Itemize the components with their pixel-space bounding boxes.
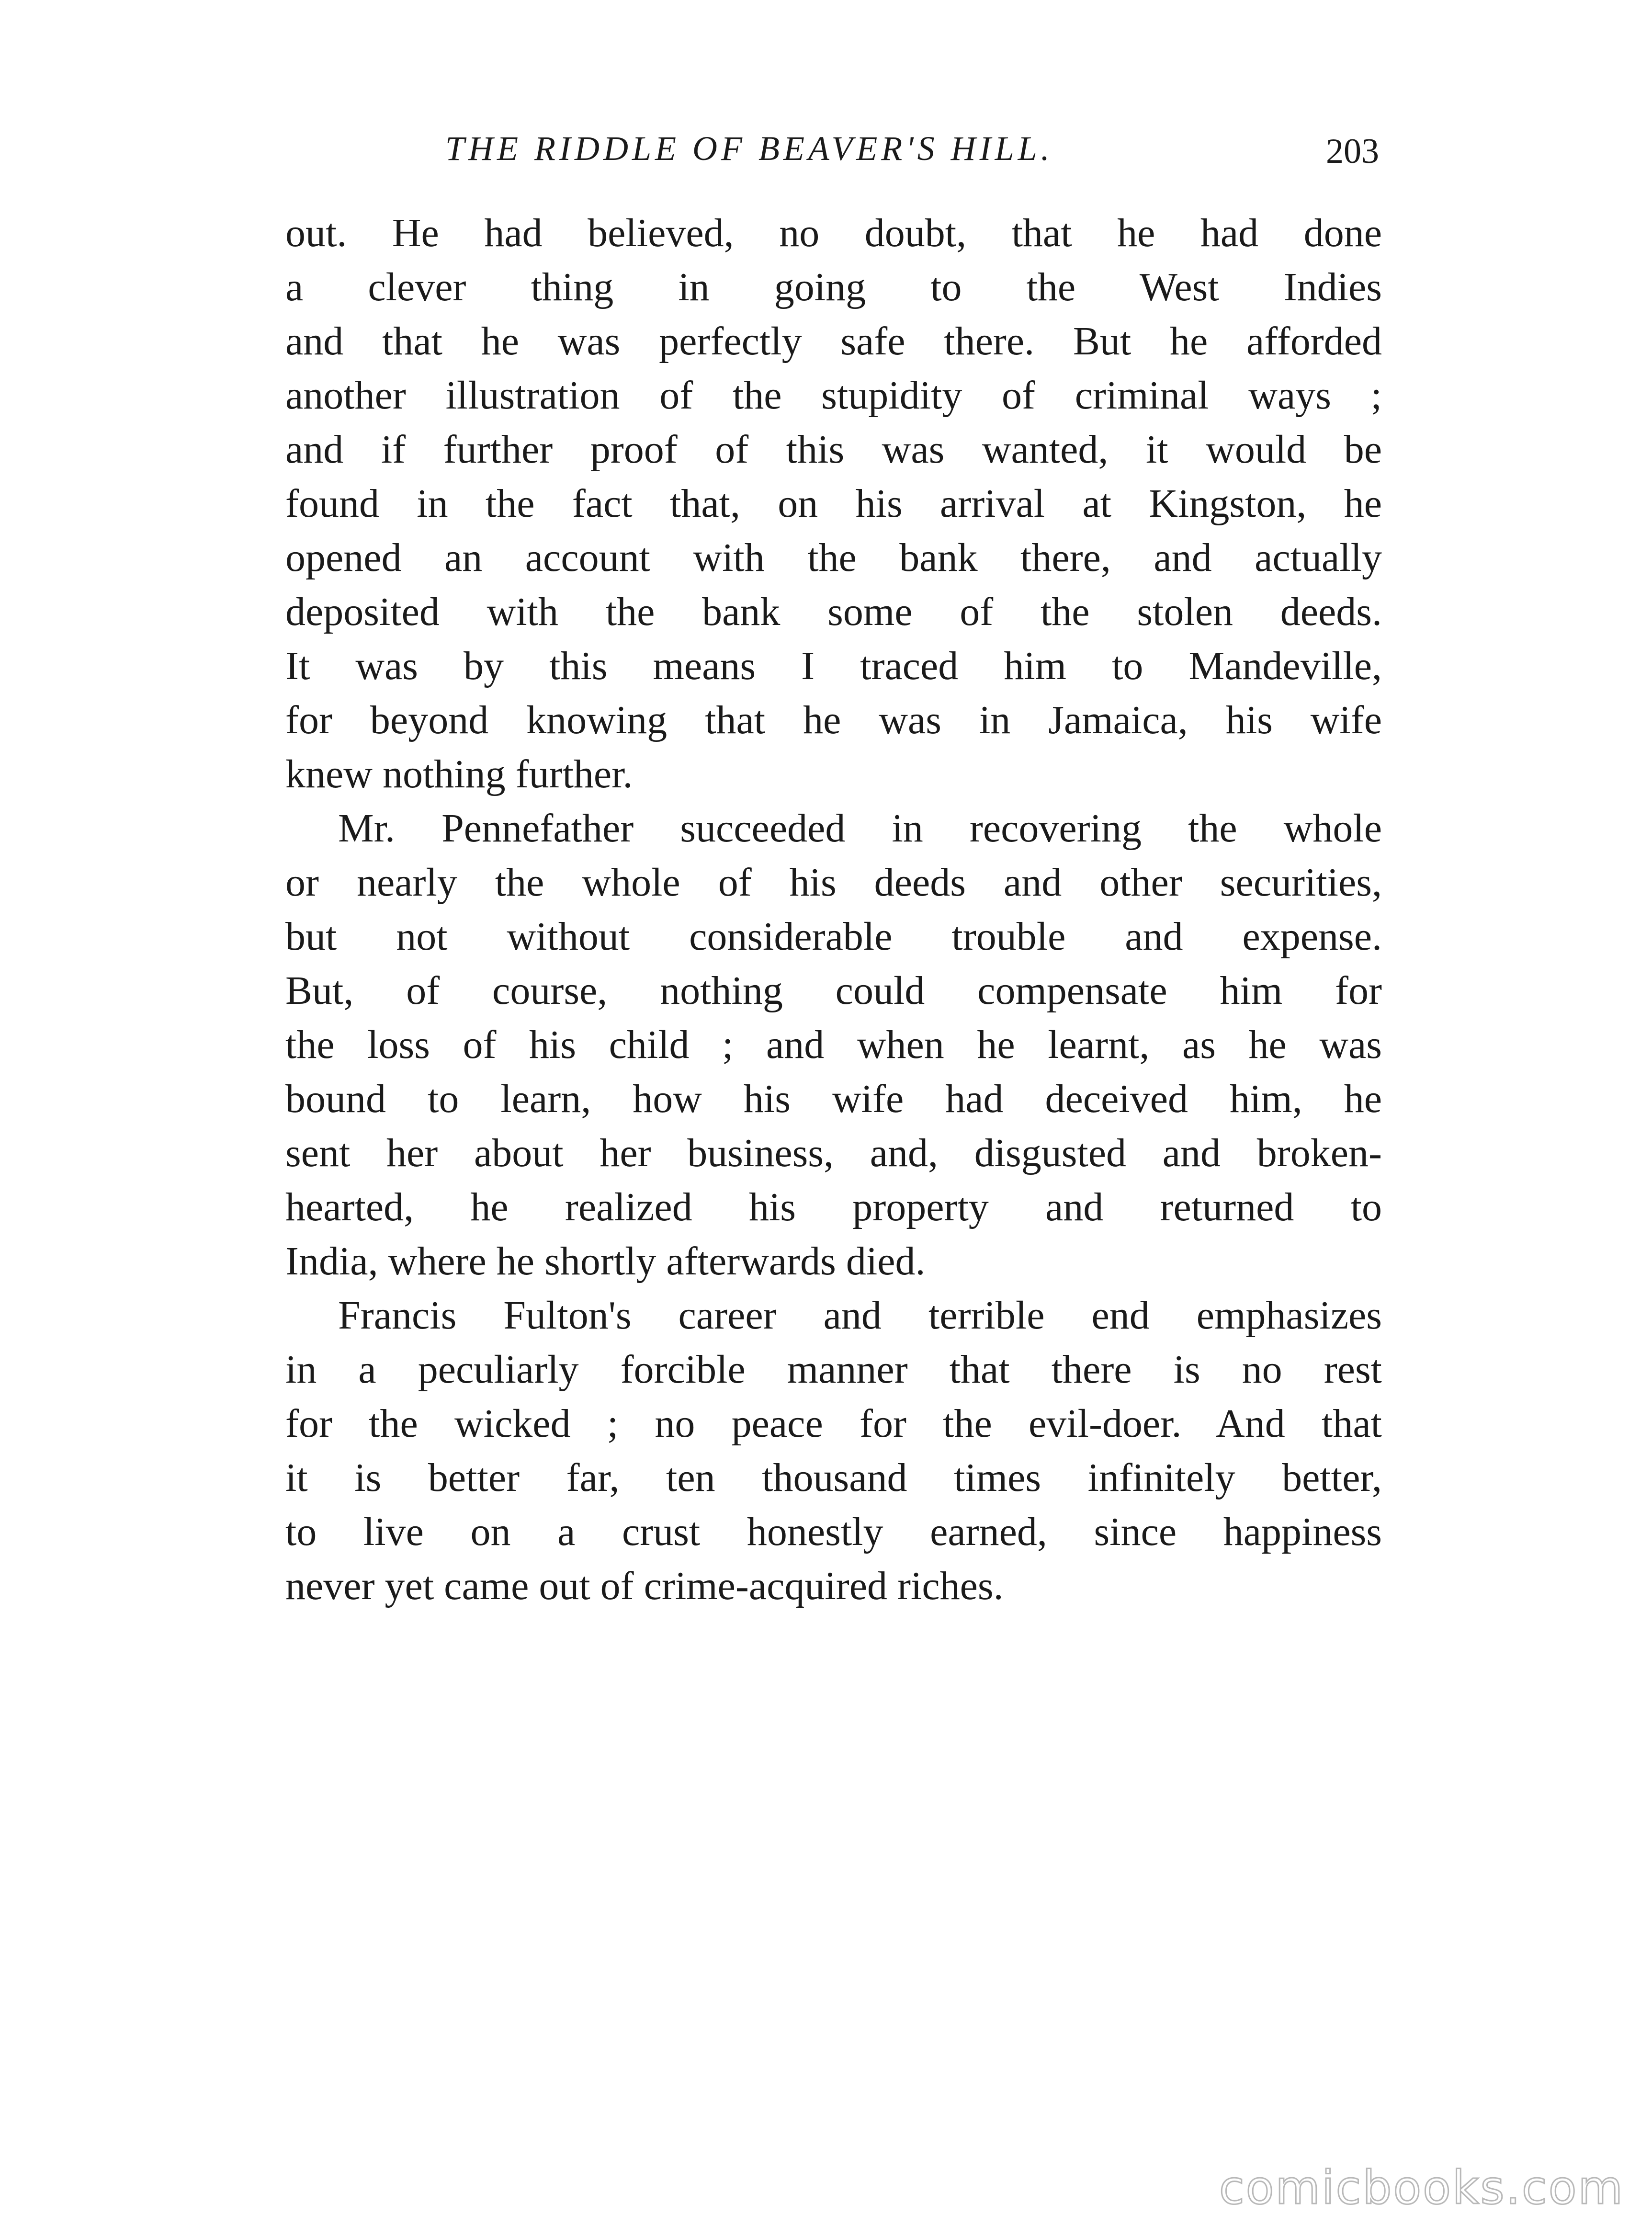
text-line: opened an account with the bank there, and actually <box>285 535 1382 580</box>
text-line: to live on a crust honestly earned, since happiness <box>285 1510 1382 1554</box>
text-line: Francis Fulton's career and terrible end emphasizes <box>338 1293 1382 1338</box>
text-line: But, of course, nothing could compensate him for <box>285 968 1382 1013</box>
text-line: for the wicked ; no peace for the evil-doer. And that <box>285 1401 1382 1446</box>
text-line: hearted, he realized his property and returned to <box>285 1185 1382 1229</box>
text-line: It was by this means I traced him to Mandeville, <box>285 644 1382 688</box>
text-line: or nearly the whole of his deeds and other securities, <box>285 860 1382 905</box>
text-line: it is better far, ten thousand times infinitely better, <box>285 1455 1382 1500</box>
text-line: never yet came out of crime-acquired riches. <box>285 1564 1004 1608</box>
paragraph <box>285 206 1382 801</box>
text-line: out. He had believed, no doubt, that he had done <box>285 211 1382 255</box>
text-line: deposited with the bank some of the stolen deeds. <box>285 590 1382 634</box>
watermark-logo: comicbooks.com <box>1219 2161 1624 2215</box>
text-line: sent her about her business, and, disgusted and broken- <box>285 1131 1382 1175</box>
text-line: and that he was perfectly safe there. But he afforded <box>285 319 1382 364</box>
running-head <box>287 122 1379 175</box>
text-line: the loss of his child ; and when he learnt, as he was <box>285 1023 1382 1067</box>
text-line: found in the fact that, on his arrival at Kingston, he <box>285 481 1382 526</box>
page-number: 203 <box>1326 132 1379 171</box>
text-line: another illustration of the stupidity of criminal ways ; <box>285 373 1382 418</box>
body-text <box>285 206 1382 1613</box>
text-line: in a peculiarly forcible manner that there is no rest <box>285 1347 1382 1392</box>
text-line: but not without considerable trouble and expense. <box>285 914 1382 959</box>
text-line: for beyond knowing that he was in Jamaica, his wife <box>285 698 1382 742</box>
paragraph <box>285 1288 1382 1613</box>
text-line: bound to learn, how his wife had deceived him, he <box>285 1077 1382 1121</box>
text-line: a clever thing in going to the West Indies <box>285 265 1382 309</box>
text-line: India, where he shortly afterwards died. <box>285 1239 926 1284</box>
paragraph <box>285 801 1382 1288</box>
text-line: and if further proof of this was wanted, it would be <box>285 427 1382 472</box>
text-line: Mr. Pennefather succeeded in recovering the whole <box>338 806 1382 851</box>
running-title: THE RIDDLE OF BEAVER'S HILL. <box>445 129 1053 168</box>
text-line: knew nothing further. <box>285 752 633 796</box>
